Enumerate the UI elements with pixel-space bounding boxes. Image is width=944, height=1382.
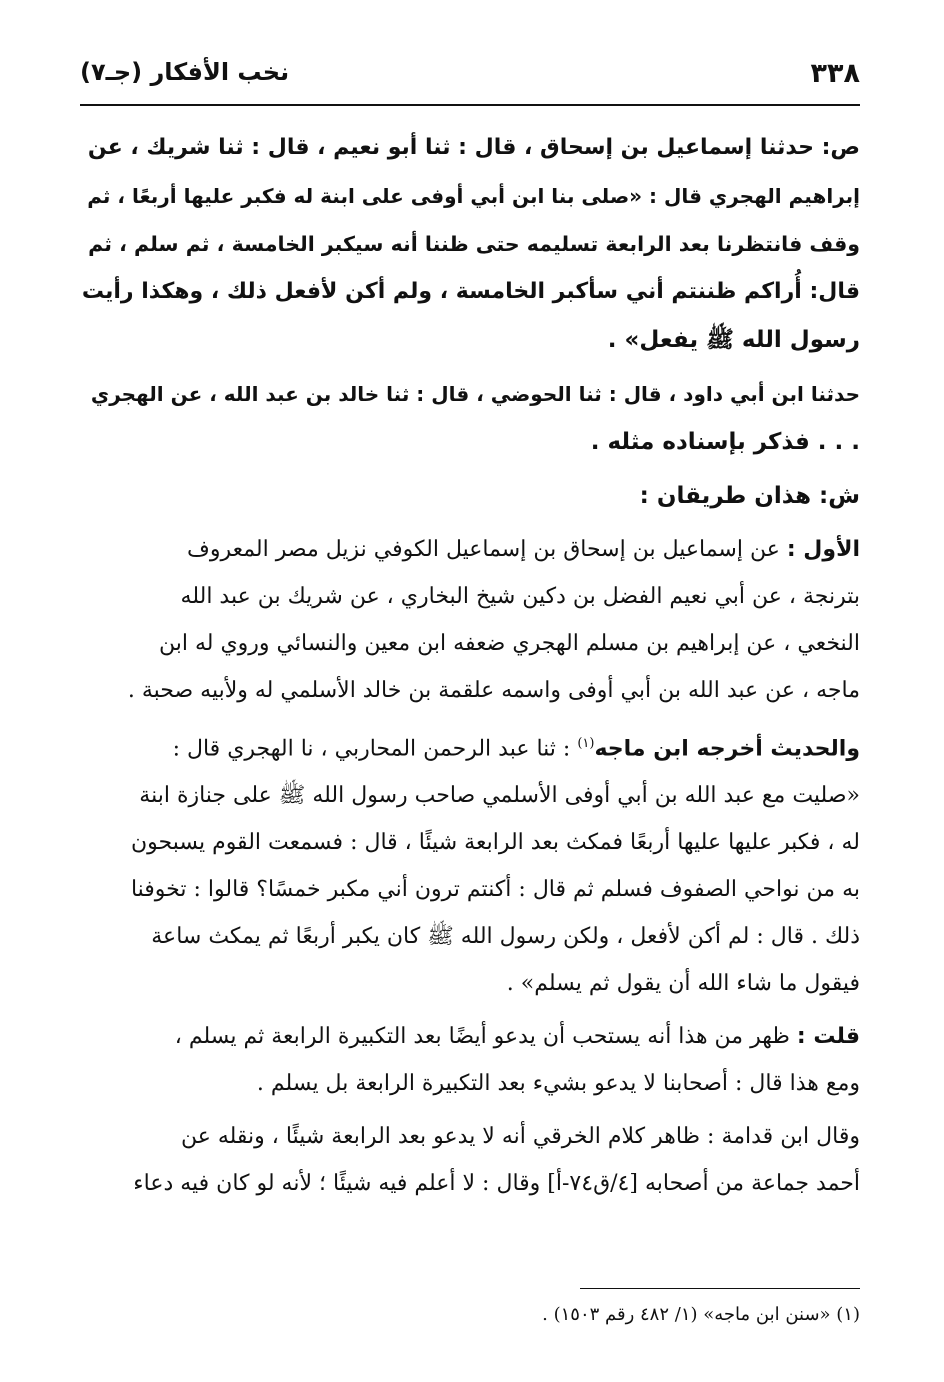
paragraph bbox=[80, 1013, 860, 1107]
text-line: قال: أُراكم ظننتم أني سأكبر الخامسة ، ولم أكن لأفعل ذلك ، وهكذا رأيت bbox=[81, 279, 860, 304]
text-line: ماجه ، عن عبد الله بن أبي أوفى واسمه علقمة بن خالد الأسلمي له ولأبيه صحبة . bbox=[127, 678, 860, 703]
paragraph-lead: الأول : bbox=[786, 537, 860, 562]
text-line: حدثنا ابن أبي داود ، قال : ثنا الحوضي ، قال : ثنا خالد بن عبد الله ، عن الهجري bbox=[90, 382, 860, 406]
paragraph bbox=[80, 472, 860, 520]
line-text: ظهر من هذا أنه يستحب أن يدعو أيضًا بعد التكبيرة الرابعة ثم يسلم ، bbox=[174, 1024, 797, 1050]
text-line bbox=[80, 1013, 860, 1060]
text-line: وقال ابن قدامة : ظاهر كلام الخرقي أنه لا يدعو بعد الرابعة شيئًا ، ونقله عن bbox=[180, 1124, 860, 1150]
page-header bbox=[80, 52, 860, 96]
line-text: : ثنا عبد الرحمن المحاربي ، نا الهجري قال : bbox=[172, 736, 578, 762]
text-line: . . . فذكر بإسناده مثله . bbox=[590, 429, 860, 455]
text-line bbox=[80, 526, 860, 573]
header-divider bbox=[80, 104, 860, 106]
paragraph bbox=[80, 526, 860, 714]
paragraph bbox=[80, 720, 860, 1007]
text-line: ومع هذا قال : أصحابنا لا يدعو بشيء بعد التكبيرة الرابعة بل يسلم . bbox=[256, 1071, 860, 1097]
paragraph bbox=[80, 124, 860, 364]
text-line: رسول الله ﷺ يفعل» . bbox=[607, 327, 860, 353]
paragraph-lead: قلت : bbox=[796, 1024, 860, 1050]
text-line: ش: هذان طريقان : bbox=[639, 483, 860, 509]
line-text: عن إسماعيل بن إسحاق بن إسماعيل الكوفي نزيل مصر المعروف bbox=[187, 537, 787, 562]
text-line: أحمد جماعة من أصحابه [٤/ق٧٤-أ] وقال : لا أعلم فيه شيئًا ؛ لأنه لو كان فيه دعاء bbox=[133, 1171, 860, 1197]
text-line: إبراهيم الهجري قال : «صلى بنا ابن أبي أوفى على ابنة له فكبر عليها أربعًا ، ثم bbox=[87, 184, 860, 208]
main-text bbox=[80, 124, 860, 1213]
text-line bbox=[80, 720, 860, 772]
text-line: به من نواحي الصفوف فسلم ثم قال : أكنتم ترون أني مكبر خمسًا؟ قالوا : تخوفنا bbox=[130, 877, 860, 903]
paragraph-lead: والحديث أخرجه ابن ماجه bbox=[594, 736, 860, 762]
paragraph bbox=[80, 1113, 860, 1207]
text-line: وقف فانتظرنا بعد الرابعة تسليمه حتى ظننا أنه سيكبر الخامسة ، ثم سلم ، ثم bbox=[88, 232, 860, 256]
paragraph bbox=[80, 370, 860, 466]
page-number: ٣٣٨ bbox=[810, 58, 860, 89]
text-line: النخعي ، عن إبراهيم بن مسلم الهجري ضعفه ابن معين والنسائي وروي له ابن bbox=[158, 631, 860, 656]
book-title: نخب الأفكار (جـ٧) bbox=[80, 58, 290, 86]
footnote-marker: (١) bbox=[577, 736, 595, 751]
text-line: ص: حدثنا إسماعيل بن إسحاق ، قال : ثنا أبو نعيم ، قال : ثنا شريك ، عن bbox=[87, 135, 860, 160]
text-line: له ، فكبر عليها عليها أربعًا فمكث بعد الرابعة شيئًا ، قال : فسمعت القوم يسبحون bbox=[130, 830, 860, 856]
text-line: بترنجة ، عن أبي نعيم الفضل بن دكين شيخ البخاري ، عن شريك بن عبد الله bbox=[180, 584, 860, 609]
text-line: ذلك . قال : لم أكن لأفعل ، ولكن رسول الله ﷺ كان يكبر أربعًا ثم يمكث ساعة bbox=[151, 924, 860, 950]
text-line: فيقول ما شاء الله أن يقول ثم يسلم» . bbox=[506, 971, 860, 997]
footnote: (١) «سنن ابن ماجه» (١/ ٤٨٢ رقم ١٥٠٣) . bbox=[542, 1304, 860, 1325]
text-line: «صليت مع عبد الله بن أبي أوفى الأسلمي صاحب رسول الله ﷺ على جنازة ابنة bbox=[139, 783, 860, 809]
footnote-divider bbox=[580, 1288, 860, 1289]
